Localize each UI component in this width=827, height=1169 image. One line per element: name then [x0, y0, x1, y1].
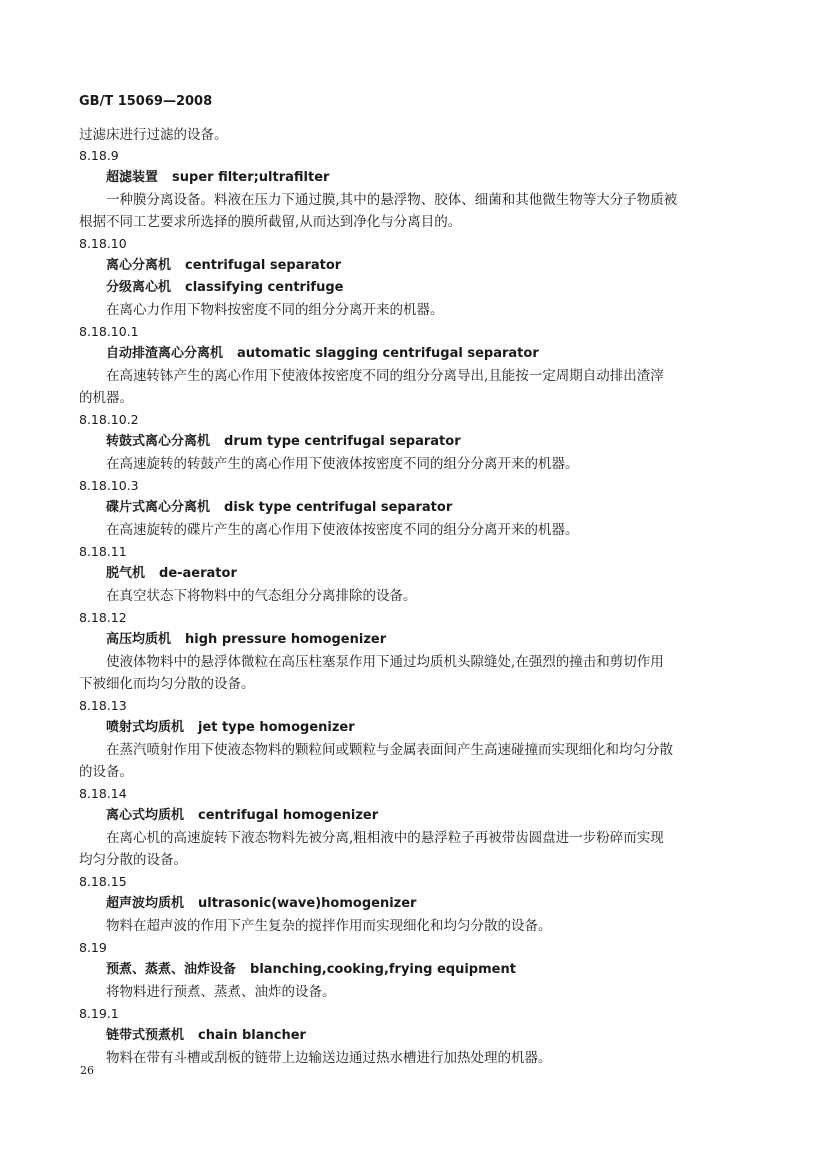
- page-header: GB/T 15069—2008: [79, 94, 213, 109]
- term-zh: 分级离心机: [106, 280, 172, 295]
- term-en: centrifugal homogenizer: [198, 808, 379, 823]
- body-text: 在高速旋转的转鼓产生的离心作用下使液体按密度不同的组分分离开来的机器。: [106, 456, 579, 472]
- body-text: 均匀分散的设备。: [79, 852, 187, 868]
- term-en: jet type homogenizer: [198, 720, 355, 735]
- term-entry: [106, 961, 516, 979]
- term-entry: [106, 631, 386, 649]
- term-entry: [106, 565, 237, 583]
- body-text: 在离心机的高速旋转下液态物料先被分离,粗相液中的悬浮粒子再被带齿圆盘进一步粉碎而实现: [106, 830, 664, 846]
- body-text: 将物料进行预煮、蒸煮、油炸的设备。: [106, 984, 336, 1000]
- clause-number: 8.18.13: [79, 698, 127, 713]
- body-text: 根据不同工艺要求所选择的膜所截留,从而达到净化与分离目的。: [79, 214, 462, 230]
- term-zh: 离心分离机: [106, 258, 172, 273]
- term-zh: 链带式预煮机: [106, 1028, 185, 1043]
- term-en: automatic slagging centrifugal separator: [237, 346, 539, 361]
- term-en: blanching,cooking,frying equipment: [250, 962, 516, 977]
- term-entry: [106, 345, 539, 363]
- term-en: high pressure homogenizer: [185, 632, 387, 647]
- term-entry: [106, 257, 341, 275]
- body-text: 一种膜分离设备。料液在压力下通过膜,其中的悬浮物、胶体、细菌和其他微生物等大分子物质被: [106, 192, 678, 208]
- term-zh: 离心式均质机: [106, 808, 185, 823]
- clause-number: 8.18.10: [79, 236, 127, 251]
- clause-number: 8.18.14: [79, 786, 127, 801]
- body-text: 的机器。: [79, 390, 133, 406]
- term-en: classifying centrifuge: [185, 280, 344, 295]
- term-zh: 高压均质机: [106, 632, 172, 647]
- term-zh: 超声波均质机: [106, 896, 185, 911]
- term-entry: [106, 807, 378, 825]
- term-zh: 预煮、蒸煮、油炸设备: [106, 962, 237, 977]
- term-entry: [106, 279, 343, 297]
- body-text: 的设备。: [79, 764, 133, 780]
- term-zh: 脱气机: [106, 566, 146, 581]
- term-zh: 碟片式离心分离机: [106, 500, 211, 515]
- term-zh: 喷射式均质机: [106, 720, 185, 735]
- body-text: 在高速旋转的碟片产生的离心作用下使液体按密度不同的组分分离开来的机器。: [106, 522, 579, 538]
- clause-number: 8.19: [79, 940, 107, 955]
- term-en: super filter;ultrafilter: [172, 170, 330, 185]
- clause-number: 8.18.12: [79, 610, 127, 625]
- clause-number: 8.18.11: [79, 544, 127, 559]
- term-en: drum type centrifugal separator: [224, 434, 461, 449]
- body-text: 使液体物料中的悬浮体微粒在高压柱塞泵作用下通过均质机头隙缝处,在强烈的撞击和剪切作用: [106, 654, 664, 670]
- clause-number: 8.19.1: [79, 1006, 119, 1021]
- term-entry: [106, 719, 355, 737]
- clause-number: 8.18.15: [79, 874, 127, 889]
- clause-number: 8.18.9: [79, 148, 119, 163]
- body-text: 物料在超声波的作用下产生复杂的搅拌作用而实现细化和均匀分散的设备。: [106, 918, 552, 934]
- term-en: disk type centrifugal separator: [224, 500, 453, 515]
- clause-number: 8.18.10.2: [79, 412, 139, 427]
- clause-number: 8.18.10.1: [79, 324, 139, 339]
- term-en: ultrasonic(wave)homogenizer: [198, 896, 417, 911]
- term-entry: [106, 433, 461, 451]
- clause-number: 8.18.10.3: [79, 478, 139, 493]
- body-text: 过滤床进行过滤的设备。: [79, 127, 228, 143]
- term-entry: [106, 895, 416, 913]
- term-entry: [106, 499, 452, 517]
- body-text: 在蒸汽喷射作用下使液态物料的颗粒间或颗粒与金属表面间产生高速碰撞而实现细化和均匀分散: [106, 742, 673, 758]
- term-zh: 转鼓式离心分离机: [106, 434, 211, 449]
- body-text: 在真空状态下将物料中的气态组分分离排除的设备。: [106, 588, 417, 604]
- body-text: 在离心力作用下物料按密度不同的组分分离开来的机器。: [106, 302, 444, 318]
- term-zh: 超滤装置: [106, 170, 159, 185]
- term-entry: [106, 169, 329, 187]
- term-en: chain blancher: [198, 1028, 306, 1043]
- term-en: centrifugal separator: [185, 258, 342, 273]
- body-text: 物料在带有斗槽或刮板的链带上边输送边通过热水槽进行加热处理的机器。: [106, 1050, 552, 1066]
- term-entry: [106, 1027, 306, 1045]
- term-zh: 自动排渣离心分离机: [106, 346, 224, 361]
- term-en: de-aerator: [159, 566, 237, 581]
- body-text: 在高速转钵产生的离心作用下使液体按密度不同的组分分离导出,且能按一定周期自动排出渣滓: [106, 368, 664, 384]
- body-text: 下被细化而均匀分散的设备。: [79, 676, 255, 692]
- page-number: 26: [80, 1064, 94, 1077]
